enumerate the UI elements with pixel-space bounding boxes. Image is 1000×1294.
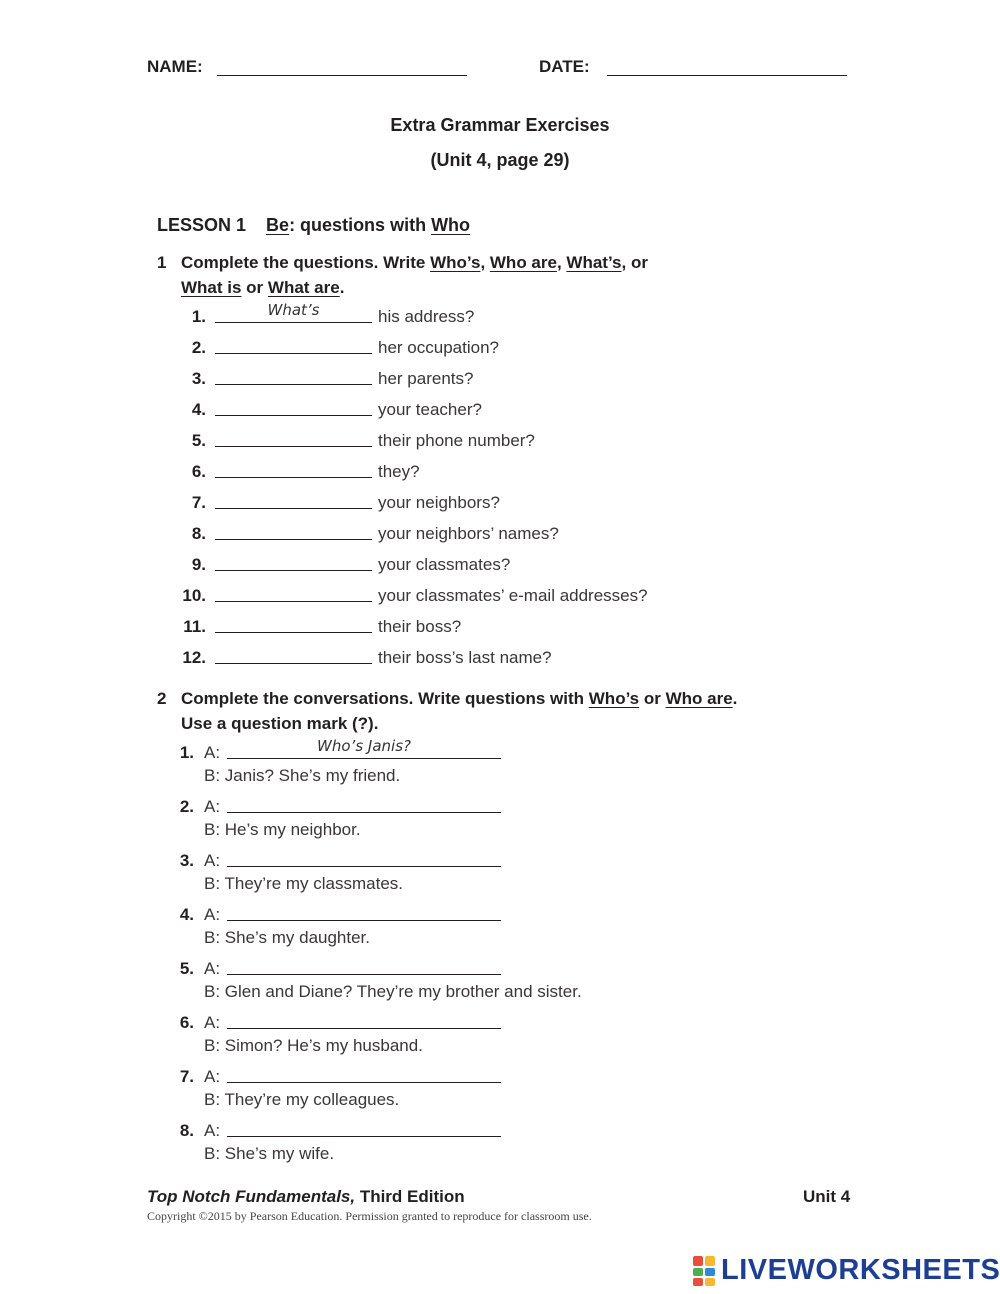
a-label: A: [204, 743, 221, 762]
item-number: 11. [183, 617, 206, 636]
lesson-label: LESSON 1 [157, 215, 247, 235]
logo-text: LIVEWORKSHEETS [721, 1254, 1000, 1286]
question-text: their boss’s last name? [378, 648, 552, 667]
answer-blank[interactable] [215, 508, 372, 509]
name-label: NAME: [147, 57, 203, 76]
ex1-period: . [339, 278, 345, 297]
answer-blank[interactable] [215, 539, 372, 540]
name-field[interactable] [217, 75, 467, 76]
a-label: A: [204, 905, 221, 924]
date-label: DATE: [539, 57, 590, 76]
answer-blank[interactable] [227, 1028, 501, 1029]
exercise2-number: 2 [157, 689, 167, 708]
question-text: their phone number? [378, 431, 535, 450]
b-response: B: She’s my daughter. [204, 928, 371, 947]
ex2-opt-whos: Who’s [588, 689, 640, 708]
item-number: 6. [179, 1013, 194, 1032]
ex2-or: or [639, 689, 666, 708]
answer-blank[interactable] [215, 632, 372, 633]
b-response: B: They’re my colleagues. [204, 1090, 400, 1109]
footer-book [147, 1187, 465, 1207]
b-response: B: Simon? He’s my husband. [204, 1036, 423, 1055]
answer-blank[interactable] [215, 601, 372, 602]
answer-blank[interactable] [215, 353, 372, 354]
ex1-sep: , [556, 253, 567, 272]
item-number: 12. [182, 648, 206, 667]
ex1-opt-what-are: What are [267, 278, 340, 297]
answer-blank[interactable] [227, 974, 501, 975]
item-number: 4. [179, 905, 194, 924]
question-text: their boss? [378, 617, 462, 636]
page-subtitle: (Unit 4, page 29) [430, 150, 570, 170]
ex1-instr-text: Complete the questions. Write [181, 253, 431, 272]
question-text: her occupation? [378, 338, 499, 357]
date-field[interactable] [607, 75, 847, 76]
item-number: 4. [191, 400, 206, 419]
b-response: B: She’s my wife. [204, 1144, 335, 1163]
b-response: B: Glen and Diane? They’re my brother and sister. [204, 982, 582, 1001]
answer-blank[interactable] [215, 477, 372, 478]
lesson-heading [157, 215, 470, 236]
item-number: 3. [179, 851, 194, 870]
footer-book-title: Top Notch Fundamentals, [147, 1187, 356, 1206]
item-number: 9. [191, 555, 206, 574]
ex1-or: or [630, 253, 648, 272]
item-number: 8. [179, 1121, 194, 1140]
item-number: 7. [191, 493, 206, 512]
footer-copyright: Copyright ©2015 by Pearson Education. Permission granted to reproduce for classroom use. [147, 1209, 592, 1223]
a-label: A: [204, 1013, 221, 1032]
question-text: your neighbors? [378, 493, 500, 512]
answer-blank[interactable] [215, 570, 372, 571]
a-label: A: [204, 1121, 221, 1140]
answer-blank[interactable] [215, 446, 372, 447]
question-text: his address? [378, 307, 475, 326]
ex2-opt-who-are: Who are [665, 689, 733, 708]
item-number: 8. [191, 524, 206, 543]
item-number: 2. [191, 338, 206, 357]
item-number: 2. [179, 797, 194, 816]
a-label: A: [204, 797, 221, 816]
ex1-or2: or [241, 278, 268, 297]
item-number: 5. [191, 431, 206, 450]
answer-blank[interactable] [227, 920, 501, 921]
ex1-opt-what-is: What is [181, 278, 242, 297]
question-text: her parents? [378, 369, 474, 388]
item-number: 5. [179, 959, 194, 978]
item-number: 3. [191, 369, 206, 388]
ex1-sep: , [621, 253, 631, 272]
answer-blank[interactable] [215, 663, 372, 664]
ex1-sep: , [480, 253, 490, 272]
ex2-instr-text: Complete the conversations. Write questions with [181, 689, 589, 708]
a-label: A: [204, 851, 221, 870]
lesson-topic-who: Who [431, 215, 471, 235]
footer-edition: Third Edition [355, 1187, 465, 1206]
b-response: B: Janis? She’s my friend. [204, 766, 401, 785]
ex2-instr-text-b: Use a question mark (?). [181, 714, 379, 733]
exercise1-instructions [181, 250, 801, 300]
exercise2-instructions [181, 686, 861, 736]
answer-blank[interactable] [227, 812, 501, 813]
exercise1-number: 1 [157, 253, 167, 272]
answer-blank[interactable] [215, 415, 372, 416]
item-number: 7. [179, 1067, 194, 1086]
logo-blocks-icon [693, 1256, 717, 1286]
question-text: your classmates’ e-mail addresses? [378, 586, 648, 605]
question-text: your teacher? [378, 400, 482, 419]
a-label: A: [204, 959, 221, 978]
ex2-period: . [732, 689, 738, 708]
answer-blank[interactable] [227, 866, 501, 867]
item-number: 6. [191, 462, 206, 481]
b-response: B: He’s my neighbor. [204, 820, 361, 839]
footer-unit: Unit 4 [803, 1187, 851, 1206]
handwritten-answer: Who’s Janis? [317, 737, 411, 755]
answer-blank[interactable] [227, 758, 501, 759]
ex1-opt-who-are: Who are [489, 253, 557, 272]
a-label: A: [204, 1067, 221, 1086]
page-title: Extra Grammar Exercises [390, 115, 610, 135]
ex1-opt-whats: What’s [566, 253, 622, 272]
answer-blank[interactable] [215, 384, 372, 385]
b-response: B: They’re my classmates. [204, 874, 404, 893]
lesson-topic-be: Be [266, 215, 290, 235]
liveworksheets-logo[interactable] [693, 1254, 1000, 1287]
item-number: 10. [182, 586, 206, 605]
question-text: your classmates? [378, 555, 511, 574]
ex1-opt-whos: Who’s [430, 253, 481, 272]
handwritten-answer: What’s [267, 301, 320, 319]
answer-blank[interactable] [215, 322, 372, 323]
answer-blank[interactable] [227, 1136, 501, 1137]
item-number: 1. [191, 307, 206, 326]
question-text: your neighbors’ names? [378, 524, 559, 543]
answer-blank[interactable] [227, 1082, 501, 1083]
item-number: 1. [179, 743, 194, 762]
lesson-topic-rest: : questions with [289, 215, 432, 235]
question-text: they? [378, 462, 420, 481]
